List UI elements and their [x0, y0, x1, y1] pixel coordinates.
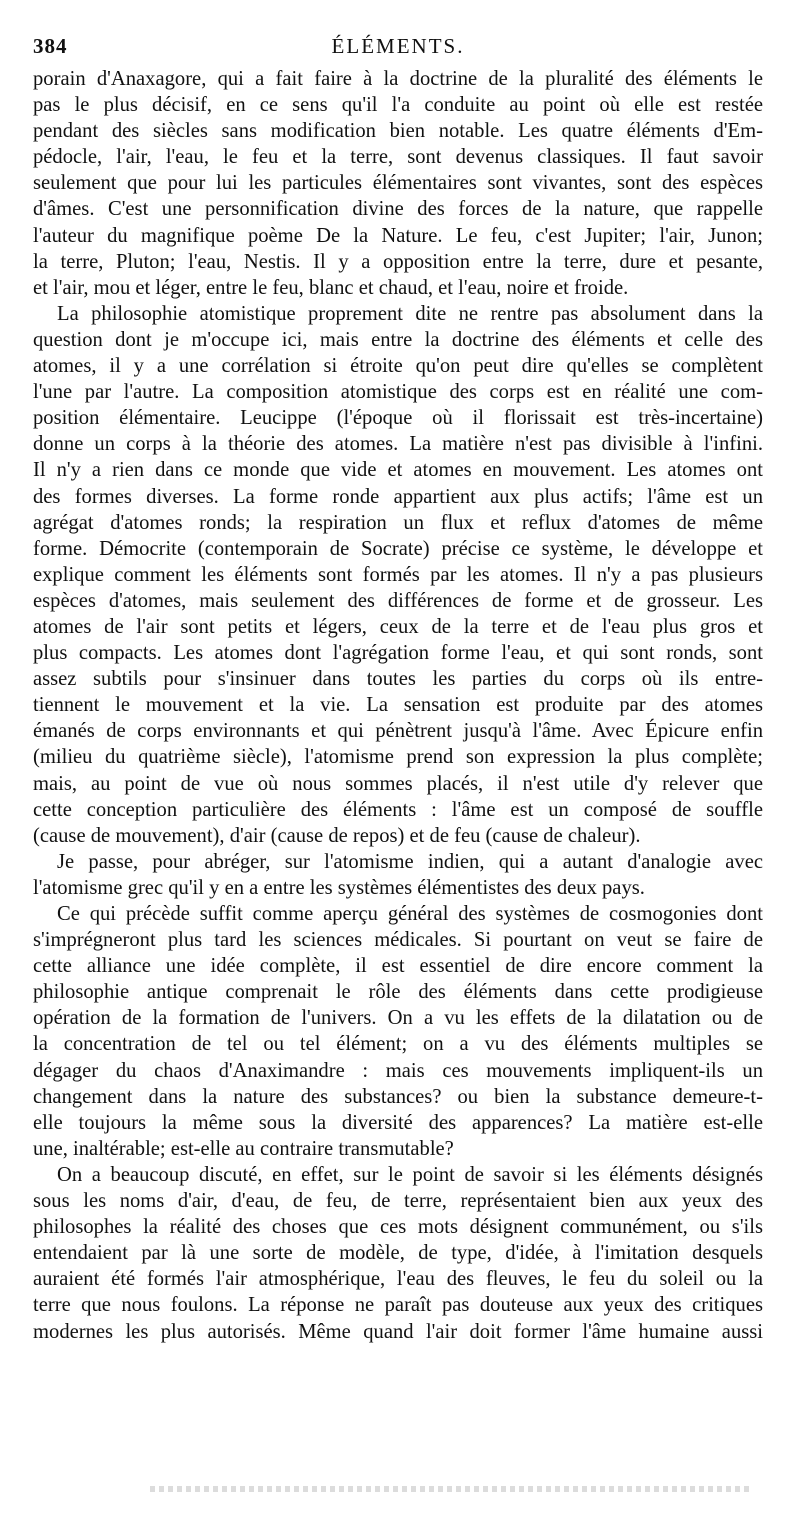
text-line: On a beaucoup discuté, en effet, sur le point de savoir si les éléments désignés — [57, 1163, 763, 1186]
text-line: La philosophie atomistique proprement dite ne rentre pas absolument dans la — [57, 302, 763, 325]
text-line: position élémentaire. Leucippe (l'époque où il florissait est très-incertaine) — [33, 407, 763, 430]
text-line: l'atomisme grec qu'il y en a entre les systèmes élémentistes des deux pays. — [33, 876, 645, 899]
text-line: Ce qui précède suffit comme aperçu général des systèmes de cosmogonies dont — [57, 903, 763, 925]
text-line: dégager du chaos d'Anaximandre : mais ces mouvements impliquent-ils un — [33, 1059, 763, 1082]
text-line: (cause de mouvement), d'air (cause de repos) et de feu (cause de chaleur). — [33, 824, 641, 847]
text-line: plus compacts. Les atomes dont l'agrégation forme l'eau, et qui sont ronds, sont — [33, 642, 763, 665]
text-line: assez subtils pour s'insinuer dans toutes les parties du corps où ils entre- — [33, 668, 763, 691]
text-line: modernes les plus autorisés. Même quand l'air doit former l'âme humaine aussi — [33, 1320, 763, 1343]
text-line: changement dans la nature des substances? ou bien la substance demeure-t- — [33, 1085, 763, 1108]
text-line: pendant des siècles sans modification bien notable. Les quatre éléments d'Em- — [33, 120, 763, 143]
text-line: atomes, il y a une corrélation si étroite qu'on peut dire qu'elles se complètent — [33, 355, 763, 378]
page-number: 384 — [33, 34, 68, 58]
text-line: auraient été formés l'air atmosphérique, l'eau des fleuves, le feu du soleil ou la — [33, 1268, 763, 1291]
text-line: l'auteur du magnifique poème De la Nature. Le feu, c'est Jupiter; l'air, Junon; — [33, 224, 763, 247]
text-line: tiennent le mouvement et la vie. La sensation est produite par des atomes — [33, 694, 763, 717]
text-line: porain d'Anaxagore, qui a fait faire à la doctrine de la pluralité des éléments le — [33, 68, 763, 90]
text-line: cette conception particulière des éléments : l'âme est un composé de souffle — [33, 798, 763, 821]
text-line: donne un corps à la théorie des atomes. La matière n'est pas divisible à l'infini. — [33, 433, 763, 456]
text-line: agrégat d'atomes ronds; la respiration un flux et reflux d'atomes de même — [33, 511, 763, 534]
text-line: espèces d'atomes, mais seulement des différences de forme et de grosseur. Les — [33, 589, 763, 612]
text-line: s'imprégneront plus tard les sciences médicales. Si pourtant on veut se faire de — [33, 929, 763, 952]
text-line: l'une par l'autre. La composition atomistique des corps est en réalité une com- — [33, 381, 763, 404]
page-header — [33, 34, 763, 60]
text-line: la terre, Pluton; l'eau, Nestis. Il y a opposition entre la terre, dure et pesante, — [33, 250, 763, 273]
text-line: atomes de l'air sont petits et légers, ceux de la terre et de l'eau plus gros et — [33, 615, 763, 638]
text-line: et l'air, mou et léger, entre le feu, blanc et chaud, et l'eau, noire et froide. — [33, 276, 629, 299]
text-line: entendaient par là une sorte de modèle, de type, d'idée, à l'imitation desquels — [33, 1242, 763, 1265]
text-line: pas le plus décisif, en ce sens qu'il l'a conduite au point où elle est restée — [33, 94, 763, 117]
text-line: pédocle, l'air, l'eau, le feu et la terre, sont devenus classiques. Il faut savoir — [33, 146, 763, 169]
text-line: cette alliance une idée complète, il est essentiel de dire encore comment la — [33, 955, 763, 978]
text-line: des formes diverses. La forme ronde appartient aux plus actifs; l'âme est un — [33, 485, 763, 508]
text-line: d'âmes. C'est une personnification divine des forces de la nature, que rappelle — [33, 198, 763, 221]
body-text — [33, 66, 763, 1345]
text-line: seulement que pour lui les particules élémentaires sont vivantes, sont des espèces — [33, 172, 763, 195]
bleed-through-marks — [150, 1486, 750, 1492]
text-line: mais, au point de vue où nous sommes placés, il n'est utile d'y relever que — [33, 772, 763, 795]
text-line: la concentration de tel ou tel élément; on a vu des éléments multiples se — [33, 1033, 763, 1056]
text-line: Il n'y a rien dans ce monde que vide et atomes en mouvement. Les atomes ont — [33, 459, 763, 482]
running-head: ÉLÉMENTS. — [331, 34, 465, 58]
text-line: question dont je m'occupe ici, mais entre la doctrine des éléments et celle des — [33, 328, 763, 351]
text-line: explique comment les éléments sont formés par les atomes. Il n'y a pas plusieurs — [33, 563, 763, 586]
text-line: philosophie antique comprenait le rôle des éléments dans cette prodigieuse — [33, 981, 763, 1004]
text-line: (milieu du quatrième siècle), l'atomisme prend son expression la plus complète; — [33, 746, 763, 769]
text-line: Je passe, pour abréger, sur l'atomisme indien, qui a autant d'analogie avec — [57, 850, 763, 873]
text-line: forme. Démocrite (contemporain de Socrate) précise ce système, le développe et — [33, 537, 763, 560]
text-line: elle toujours la même sous la diversité des apparences? La matière est-elle — [33, 1111, 763, 1134]
text-line: opération de la formation de l'univers. On a vu les effets de la dilatation ou de — [33, 1007, 763, 1030]
text-line: émanés de corps environnants et qui pénètrent jusqu'à l'âme. Avec Épicure enfin — [33, 720, 763, 743]
text-line: terre que nous foulons. La réponse ne paraît pas douteuse aux yeux des critiques — [33, 1294, 763, 1317]
text-line: une, inaltérable; est-elle au contraire transmutable? — [33, 1137, 454, 1160]
text-line: sous les noms d'air, d'eau, de feu, de terre, représentaient bien aux yeux des — [33, 1190, 763, 1213]
text-line: philosophes la réalité des choses que ces mots désignent communément, ou s'ils — [33, 1216, 763, 1239]
